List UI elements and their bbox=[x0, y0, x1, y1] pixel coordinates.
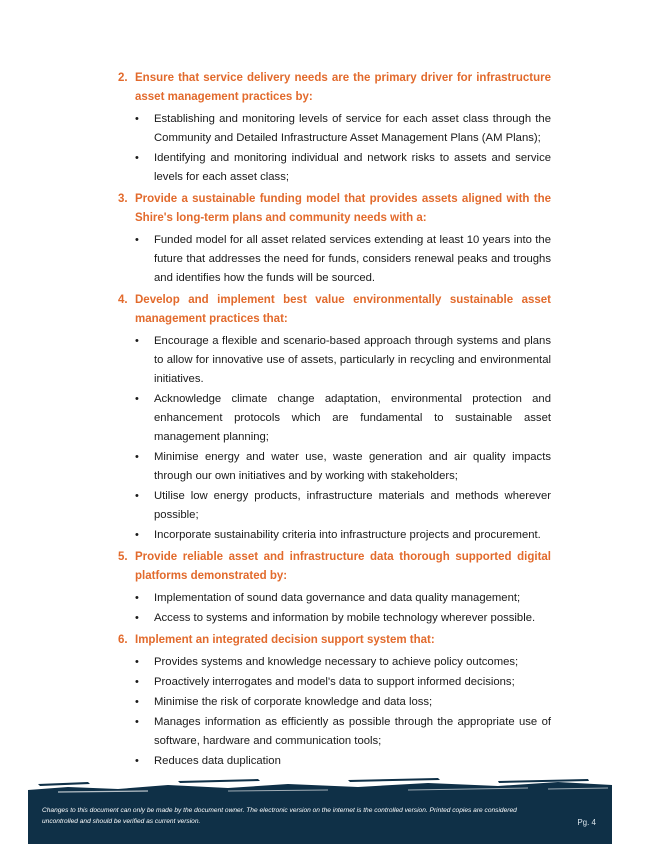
section-heading bbox=[118, 631, 551, 650]
bullet-icon: • bbox=[135, 592, 139, 604]
bullet-icon: • bbox=[135, 152, 139, 164]
bullet-icon: • bbox=[135, 490, 139, 502]
section-number: 3. bbox=[118, 193, 128, 205]
section-number: 5. bbox=[118, 551, 128, 563]
bullet-list bbox=[118, 110, 551, 187]
section-number: 2. bbox=[118, 72, 128, 84]
section-number: 4. bbox=[118, 294, 128, 306]
list-item-text: Incorporate sustainability criteria into infrastructure projects and procurement. bbox=[154, 529, 541, 541]
bullet-icon: • bbox=[135, 716, 139, 728]
policy-list bbox=[118, 69, 551, 774]
section-heading-text: Implement an integrated decision support system that: bbox=[135, 634, 435, 646]
list-item-text: Minimise the risk of corporate knowledge and data loss; bbox=[154, 696, 433, 708]
section-heading-text: Provide a sustainable funding model that provides assets aligned with the Shire's long-term plans and community needs with a: bbox=[135, 193, 551, 224]
footer-disclaimer: Changes to this document can only be made by the document owner. The electronic version on the internet is the controlled version. Printed copies are considered uncontrolled and should be verified as current version. bbox=[42, 807, 517, 825]
bullet-icon: • bbox=[135, 612, 139, 624]
list-item bbox=[135, 390, 551, 447]
section-heading bbox=[118, 548, 551, 586]
section-heading bbox=[118, 69, 551, 107]
bullet-icon: • bbox=[135, 676, 139, 688]
list-item bbox=[135, 589, 551, 608]
list-item-text: Proactively interrogates and model's data to support informed decisions; bbox=[154, 676, 515, 688]
list-item bbox=[135, 110, 551, 148]
list-item bbox=[135, 673, 551, 692]
list-item-text: Acknowledge climate change adaptation, environmental protection and enhancement protocols which are fundamental to sustainable asset management planning; bbox=[154, 393, 551, 443]
list-item-text: Establishing and monitoring levels of service for each asset class through the Community and Detailed Infrastructure Asset Management Plans (AM Plans); bbox=[154, 113, 551, 144]
bullet-icon: • bbox=[135, 529, 139, 541]
section-heading-text: Ensure that service delivery needs are the primary driver for infrastructure asset management practices by: bbox=[135, 72, 551, 103]
bullet-icon: • bbox=[135, 696, 139, 708]
list-item bbox=[135, 752, 551, 771]
list-item bbox=[135, 693, 551, 712]
bullet-icon: • bbox=[135, 755, 139, 767]
list-item bbox=[135, 487, 551, 525]
bullet-icon: • bbox=[135, 451, 139, 463]
list-item-text: Implementation of sound data governance and data quality management; bbox=[154, 592, 521, 604]
list-item-text: Provides systems and knowledge necessary to achieve policy outcomes; bbox=[154, 656, 519, 668]
bullet-list bbox=[118, 332, 551, 545]
list-item-text: Reduces data duplication bbox=[154, 755, 281, 767]
bullet-list bbox=[118, 653, 551, 771]
list-item bbox=[135, 149, 551, 187]
list-item-text: Manages information as efficiently as possible through the appropriate use of software, hardware and communication tools; bbox=[154, 716, 551, 747]
bullet-icon: • bbox=[135, 393, 139, 405]
list-item bbox=[135, 526, 551, 545]
list-item-text: Encourage a flexible and scenario-based approach through systems and plans to allow for innovative use of assets, particularly in recycling and environmental initiatives. bbox=[154, 335, 551, 385]
list-item bbox=[135, 332, 551, 389]
bullet-icon: • bbox=[135, 656, 139, 668]
section-heading-text: Provide reliable asset and infrastructure data thorough supported digital platforms demonstrated by: bbox=[135, 551, 551, 582]
bullet-icon: • bbox=[135, 234, 139, 246]
bullet-list bbox=[118, 231, 551, 288]
list-item-text: Identifying and monitoring individual and network risks to assets and service levels for each asset class; bbox=[154, 152, 551, 183]
list-item bbox=[135, 653, 551, 672]
list-item-text: Access to systems and information by mobile technology wherever possible. bbox=[154, 612, 536, 624]
bullet-icon: • bbox=[135, 335, 139, 347]
section-number: 6. bbox=[118, 634, 128, 646]
page-number: Pg. 4 bbox=[577, 818, 596, 827]
section-heading-text: Develop and implement best value environmentally sustainable asset management practices that: bbox=[135, 294, 551, 325]
list-item bbox=[135, 609, 551, 628]
list-item-text: Utilise low energy products, infrastructure materials and methods wherever possible; bbox=[154, 490, 551, 521]
list-item-text: Funded model for all asset related services extending at least 10 years into the future that addresses the need for funds, considers renewal peaks and troughs and identifies how the funds will be sourced. bbox=[154, 234, 551, 284]
list-item bbox=[135, 231, 551, 288]
section-heading bbox=[118, 190, 551, 228]
bullet-icon: • bbox=[135, 113, 139, 125]
section-heading bbox=[118, 291, 551, 329]
list-item bbox=[135, 713, 551, 751]
list-item-text: Minimise energy and water use, waste generation and air quality impacts through our own initiatives and by working with stakeholders; bbox=[154, 451, 551, 482]
page-footer bbox=[28, 778, 612, 844]
list-item bbox=[135, 448, 551, 486]
bullet-list bbox=[118, 589, 551, 628]
